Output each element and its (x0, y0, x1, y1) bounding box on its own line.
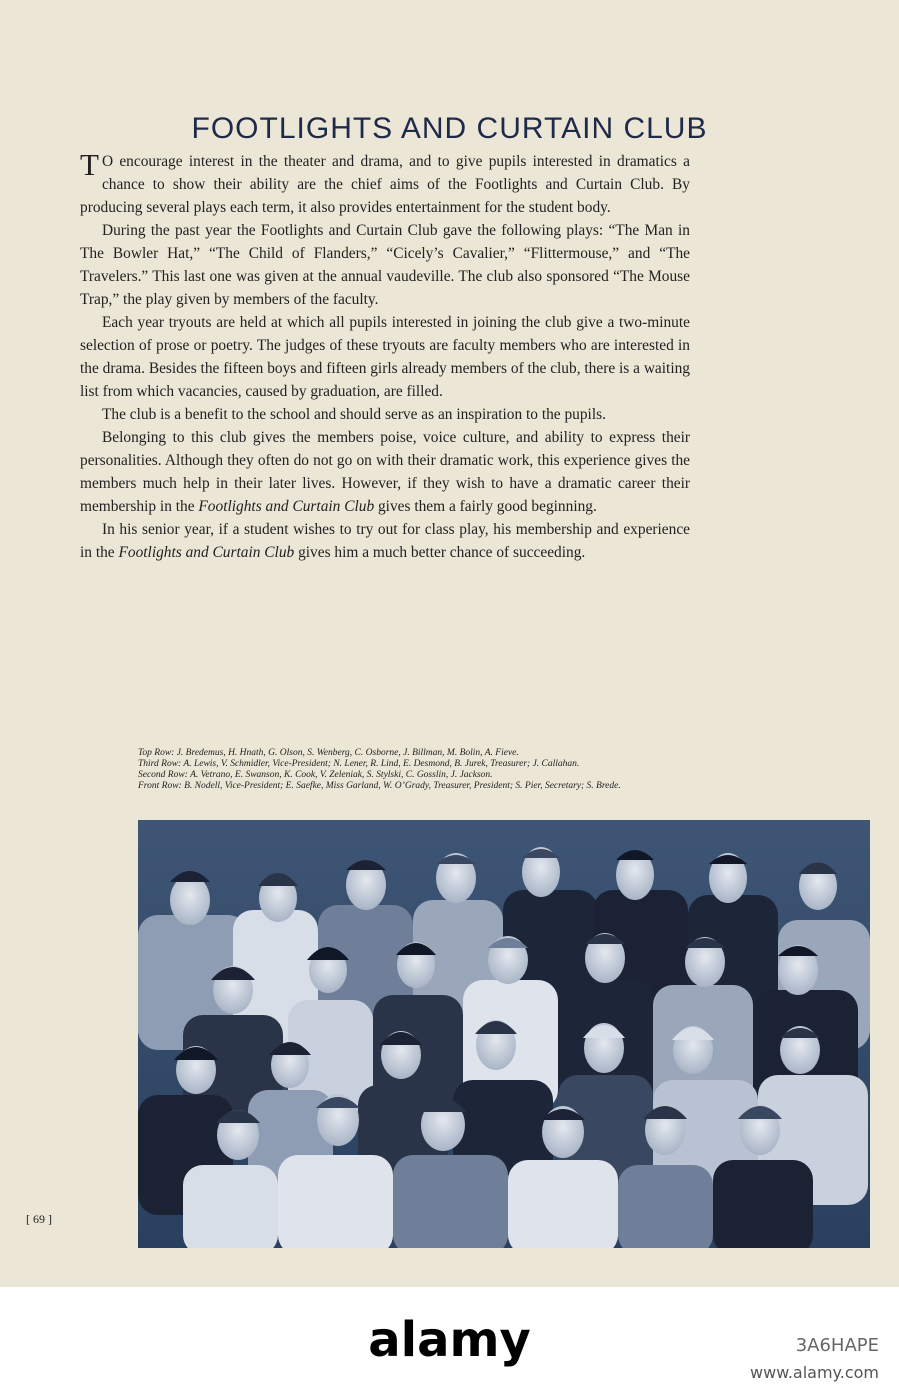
caption-third-row: Third Row: A. Lewis, V. Schmidler, Vice-President; N. Lener, R. Lind, E. Desmond, B. Jurek, Treasurer; J. Callahan. (138, 759, 580, 769)
group-photo (138, 820, 870, 1248)
paragraph-2: During the past year the Footlights and Curtain Club gave the following plays: “The Man in The Bowler Hat,” “The Child of Flanders,” “Cicely’s Cavalier,” “Flittermouse,” and “The Travelers.” This last one was given at the annual vaudeville. The club also sponsored “The Mouse Trap,” the play given by members of the faculty. (80, 222, 690, 308)
watermark-image-id: 3A6HAPE (795, 1335, 879, 1356)
paragraph-3: Each year tryouts are held at which all pupils interested in joining the club give a two-minute selection of prose or poetry. The judges of these tryouts are faculty members who are interested in the drama. Besides the fifteen boys and fifteen girls already members of the club, there is a waiting list from which vacancies, caused by graduation, are filled. (80, 314, 690, 400)
paragraph-6-text-b: gives him a much better chance of succeeding. (294, 544, 586, 561)
photo-caption (138, 748, 878, 792)
caption-top-row: Top Row: J. Bredemus, H. Hnath, G. Olson, S. Wenberg, C. Osborne, J. Billman, M. Bolin, A. Fieve. (138, 748, 519, 758)
club-name-italic: Footlights and Curtain Club (118, 544, 295, 561)
group-photo-illustration (138, 820, 870, 1248)
caption-front-row: Front Row: B. Nodell, Vice-President; E. Saefke, Miss Garland, W. O’Grady, Treasurer, President; S. Pier, Secretary; S. Brede. (138, 781, 621, 791)
club-name-italic: Footlights and Curtain Club (198, 498, 375, 515)
paragraph-1 (80, 147, 690, 219)
paragraph-6 (80, 518, 690, 564)
paragraph-5-text-a: Belonging to this club gives the members poise, voice culture, and ability to express their personalities. Although they often do not go on with their dramatic work, this experience gives the members much help in their later lives. However, if they wish to have a dramatic career their membership in the (80, 429, 690, 515)
caption-second-row: Second Row: A. Vetrano, E. Swanson, K. Cook, V. Zeleniak, S. Stylski, C. Gosslin, J. Jackson. (138, 770, 493, 780)
watermark-logo: alamy (368, 1312, 531, 1368)
paragraph-5-text-b: gives them a fairly good beginning. (374, 498, 597, 515)
paragraph-4: The club is a benefit to the school and should serve as an inspiration to the pupils. (102, 406, 606, 423)
watermark-url: www.alamy.com (750, 1363, 879, 1382)
article-body (80, 147, 690, 564)
paragraph-1-text: O encourage interest in the theater and drama, and to give pupils interested in dramatics a chance to show their ability are the chief aims of the Footlights and Curtain Club. By producing several plays each term, it also provides entertainment for the student body. (80, 153, 690, 216)
paragraph-6-text-a: In his senior year, if a student wishes to try out for class play, his membership and experience in the (80, 521, 690, 561)
page-title: FOOTLIGHTS AND CURTAIN CLUB (191, 112, 708, 146)
page-number: [ 69 ] (26, 1212, 52, 1226)
paragraph-5 (80, 426, 690, 518)
drop-cap: T (80, 147, 99, 182)
